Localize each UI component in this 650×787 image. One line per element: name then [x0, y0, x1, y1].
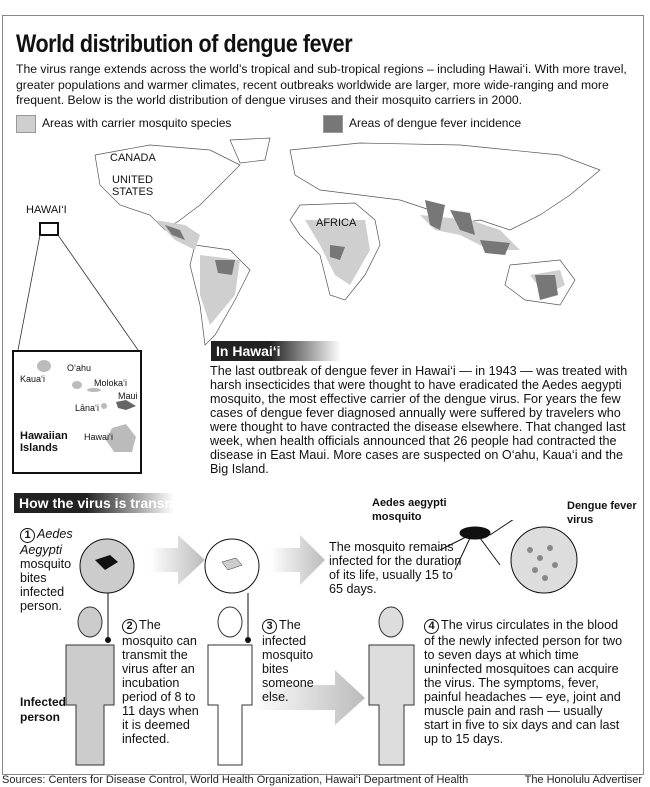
step-2-number: 2	[122, 619, 137, 634]
step-3	[262, 618, 330, 704]
island-label-hawaii: Hawai‘i	[84, 432, 114, 442]
island-label-lanai: Lāna‘i	[75, 403, 100, 413]
legend-swatch-dengue	[323, 115, 343, 133]
step-3-text: The infected mosquito bites someone else.	[262, 618, 314, 704]
hawaii-section-header: In Hawai‘i	[211, 341, 341, 361]
step-3-number: 3	[262, 619, 277, 634]
map-label-africa: AFRICA	[316, 217, 357, 229]
map-label-us: UNITED STATES	[112, 174, 154, 198]
step-1	[20, 527, 82, 613]
map-label-hawaii: HAWAI‘I	[26, 204, 67, 216]
transmission-header: How the virus is transmitted	[14, 493, 174, 513]
infected-person-label: Infected person	[20, 695, 67, 724]
mosquito-label: Aedes aegypti mosquito	[372, 497, 447, 523]
person-infected	[66, 607, 114, 765]
hawaii-section-text: The last outbreak of dengue fever in Hawai‘i — in 1943 — was treated with harsh insecticides that were thought to have eradicated the Aedes aegypti mosquito, the most effective carrier of the dengue virus. For years the few cases of dengue fever diagnosed annually were suffered by travelers who were thought to have contracted the disease elsewhere. That changed last week, when health officials announced that 26 people had contracted the disease in East Maui. More cases are suspected on O‘ahu, Kaua‘i and the Big Island.	[210, 364, 628, 476]
step-4-text: The virus circulates in the blood of the newly infected person for two to seven days at which time uninfected mosquitoes can acquire the virus. The symptoms, fever, painful headaches — eye, joint and muscle pain and rash — usually start in five to six days and can last up to 15 days.	[424, 618, 623, 746]
virus-micrograph-icon	[511, 527, 577, 593]
island-label-kauai: Kaua‘i	[20, 374, 46, 384]
hawaii-inset-map	[12, 350, 142, 474]
legend-label-mosquito: Areas with carrier mosquito species	[42, 116, 232, 130]
hawaii-locator-box	[40, 223, 58, 235]
page-title: World distribution of dengue fever	[16, 30, 353, 58]
legend-label-dengue: Areas of dengue fever incidence	[349, 116, 522, 130]
step-1-species: Aedes Aegypti	[20, 527, 73, 557]
inset-title: Hawaiian Islands	[20, 430, 68, 454]
person-healthy	[208, 607, 252, 765]
greenland	[230, 138, 270, 163]
credit: The Honolulu Advertiser	[524, 774, 642, 786]
step-4-number: 4	[424, 619, 439, 634]
arrow-1	[150, 535, 205, 585]
island-label-oahu: O‘ahu	[67, 363, 92, 373]
mosquito-note: The mosquito remains infected for the duration of its life, usually 15 to 65 days.	[329, 540, 462, 596]
legend-swatch-mosquito	[16, 115, 36, 133]
step-1-number: 1	[20, 528, 35, 543]
step-4	[424, 618, 624, 746]
person-newly-infected	[369, 607, 414, 765]
map-label-canada: CANADA	[110, 152, 156, 164]
virus-label: Dengue fever virus	[567, 500, 637, 526]
sources: Sources: Centers for Disease Control, World Health Organization, Hawai‘i Department of Health	[2, 774, 469, 786]
island-label-molokai: Moloka‘i	[94, 378, 128, 388]
intro-text: The virus range extends across the world’s tropical and sub-tropical regions – including Hawai‘i. With more travel, greater populations and warmer climates, recent outbreaks worldwide are larger, more wide-ranging and more frequent. Below is the world distribution of dengue viruses and their mosquito carriers in 2000.	[16, 62, 627, 107]
step-1-text: mosquito bites infected person.	[20, 557, 72, 613]
step-2	[122, 618, 204, 746]
world-map	[0, 135, 650, 350]
step-2-text: The mosquito can transmit the virus after an incubation period of 8 to 11 days when it is deemed infected.	[122, 618, 199, 746]
arrow-2	[270, 535, 325, 585]
island-label-maui: Maui	[118, 391, 138, 401]
